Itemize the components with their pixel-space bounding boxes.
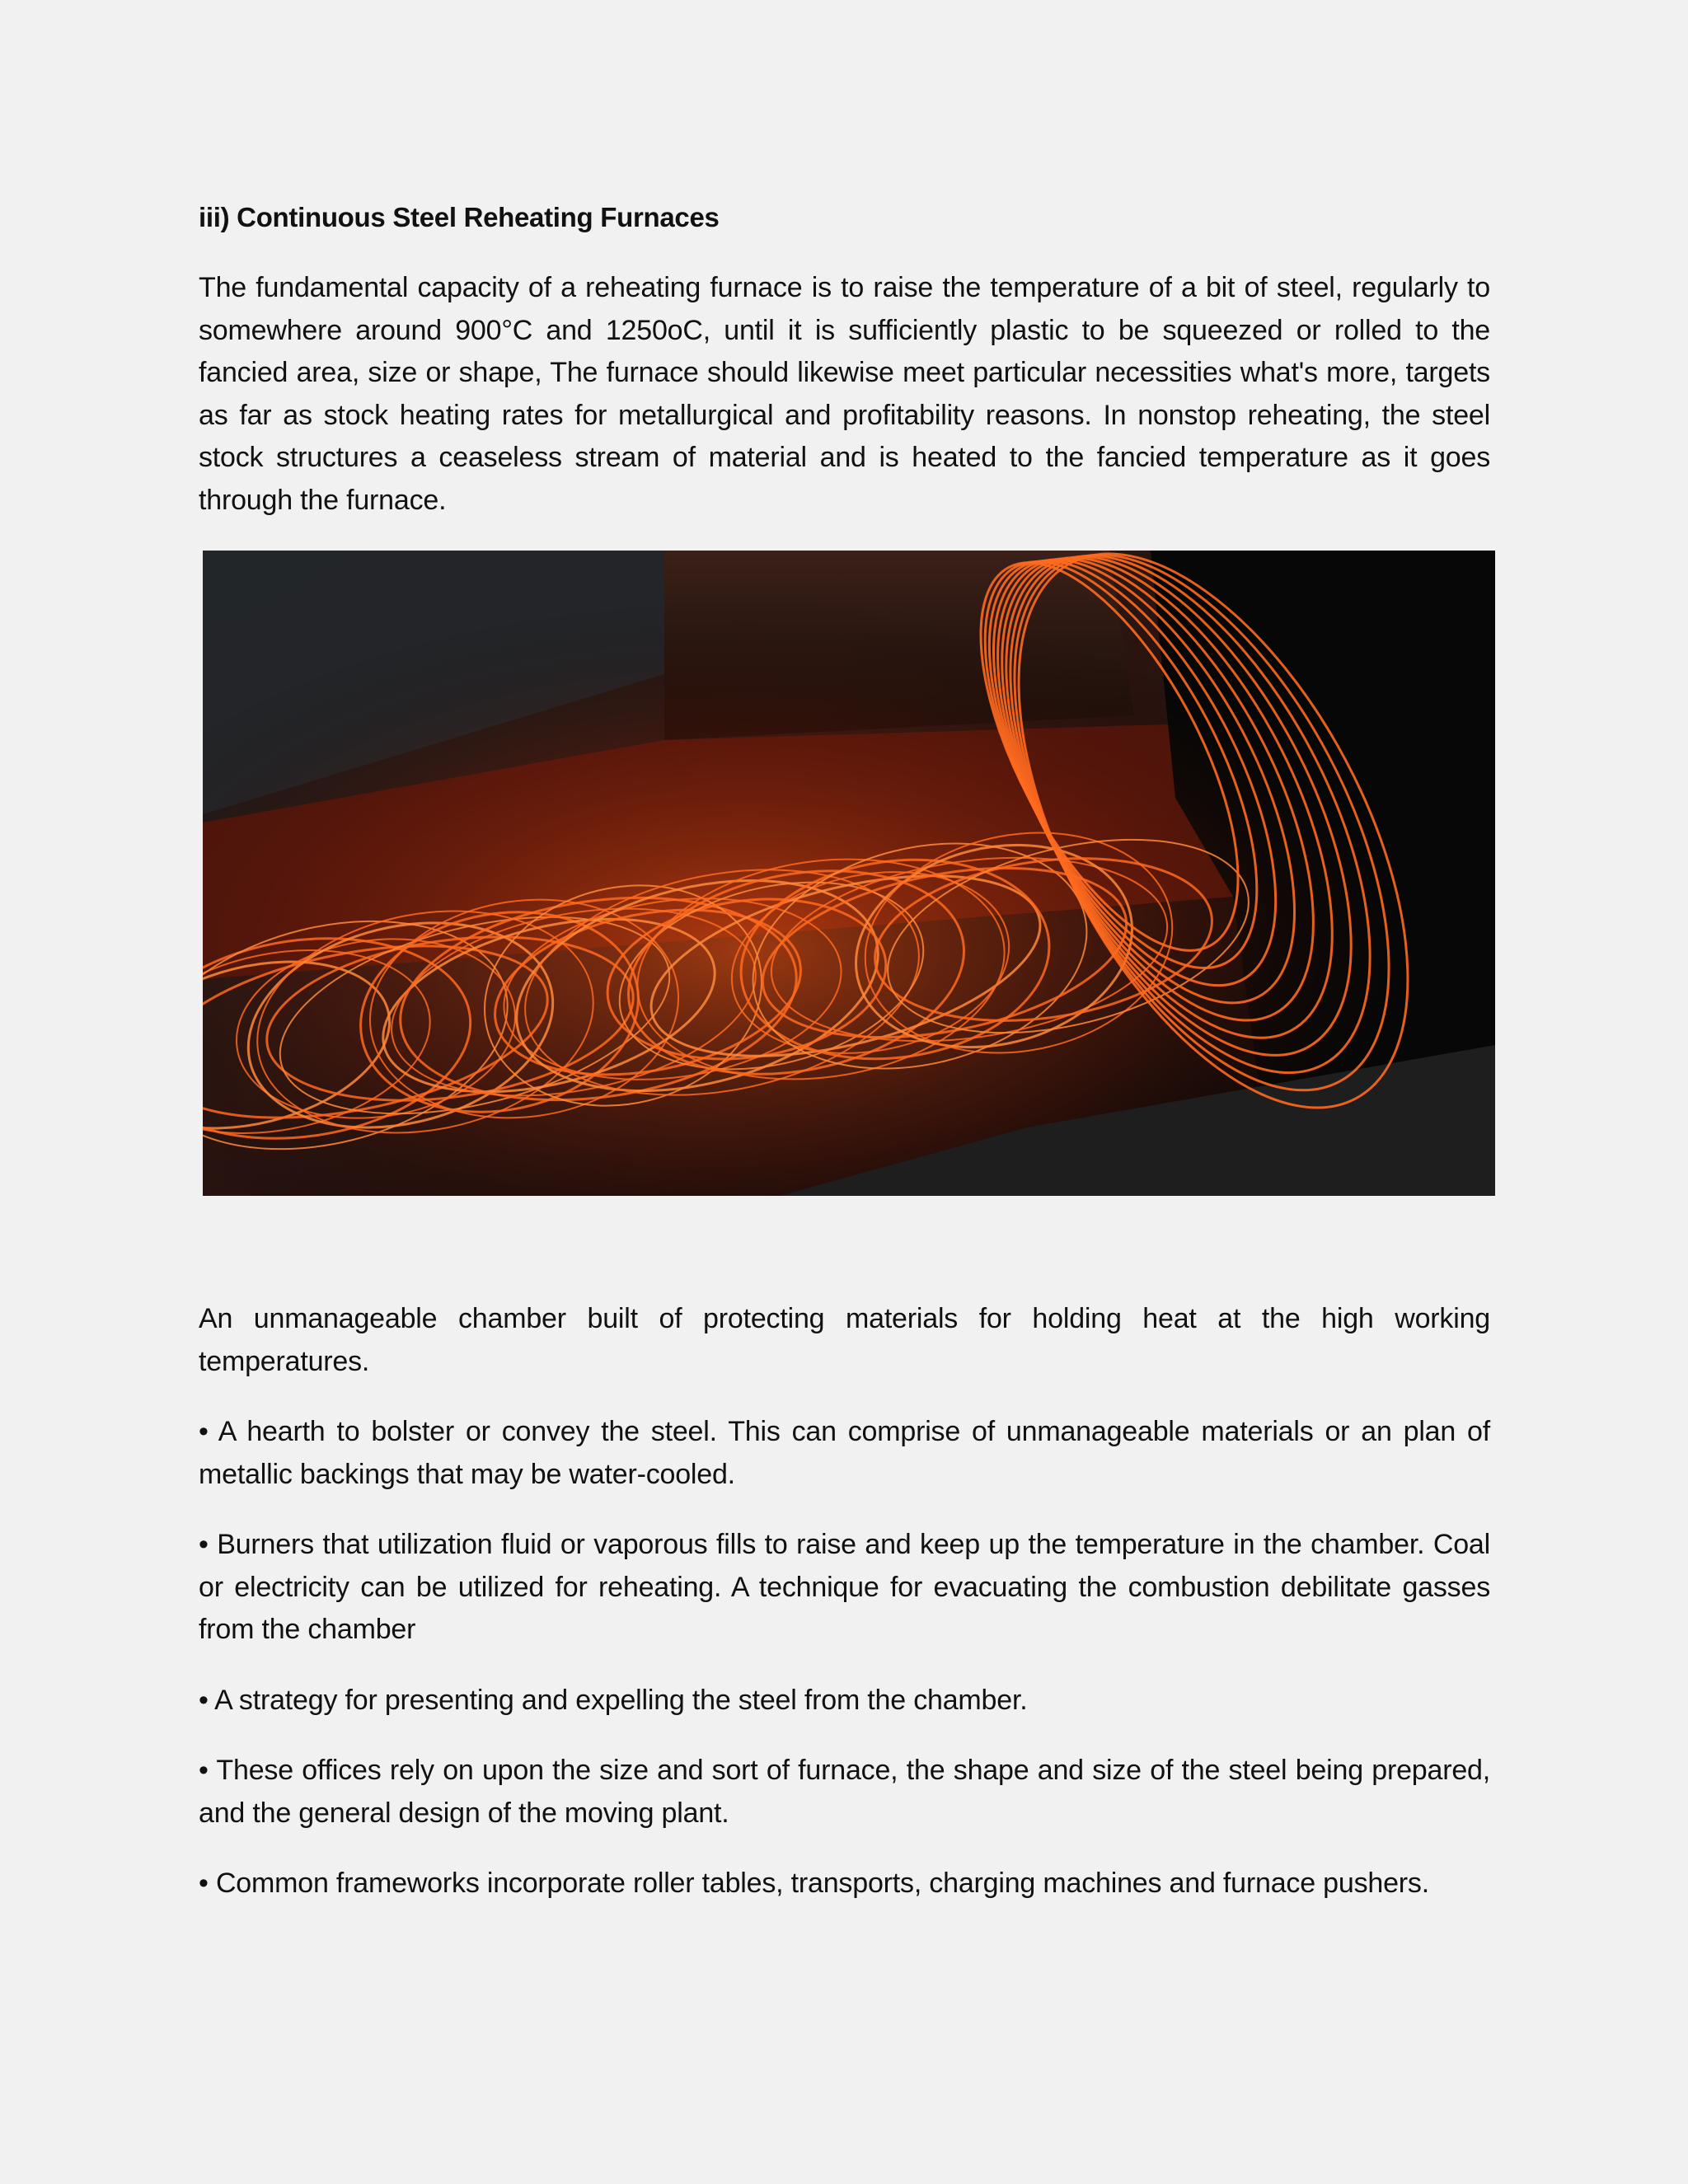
list-item: • These offices rely on upon the size and sort of furnace, the shape and size of the steel being prepared, and the general design of the moving plant. <box>199 1755 1490 1829</box>
intro-paragraph: The fundamental capacity of a reheating furnace is to raise the temperature of a bit of steel, regularly to somewhere around 900°C and 1250oC, until it is sufficiently plastic to be squeezed or rolled to the fancied area, size or shape, The furnace should likewise meet particular necessities what's more, targets as far as stock heating rates for metallurgical and profitability reasons. In nonstop reheating, the steel stock structures a ceaseless stream of material and is heated to the fancied temperature as it goes through the furnace. <box>199 272 1490 516</box>
list-item: • Burners that utilization fluid or vaporous fills to raise and keep up the temperature in the chamber. Coal or electricity can be utilized for reheating. A technique for evacuating the combustion debilitate gasses from the chamber <box>199 1529 1490 1645</box>
intro-section <box>199 267 1490 522</box>
steel-coil-photo <box>203 551 1495 1196</box>
list-item: • Common frameworks incorporate roller tables, transports, charging machines and furnace pushers. <box>199 1868 1429 1899</box>
list-item: • A hearth to bolster or convey the steel. This can comprise of unmanageable materials or an plan of metallic backings that may be water-cooled. <box>199 1416 1490 1490</box>
list-item: An unmanageable chamber built of protecting materials for holding heat at the high working temperatures. <box>199 1303 1490 1377</box>
section-heading: iii) Continuous Steel Reheating Furnaces <box>199 202 720 232</box>
list-item: • A strategy for presenting and expelling the steel from the chamber. <box>199 1684 1028 1716</box>
component-list <box>199 1298 1490 1933</box>
